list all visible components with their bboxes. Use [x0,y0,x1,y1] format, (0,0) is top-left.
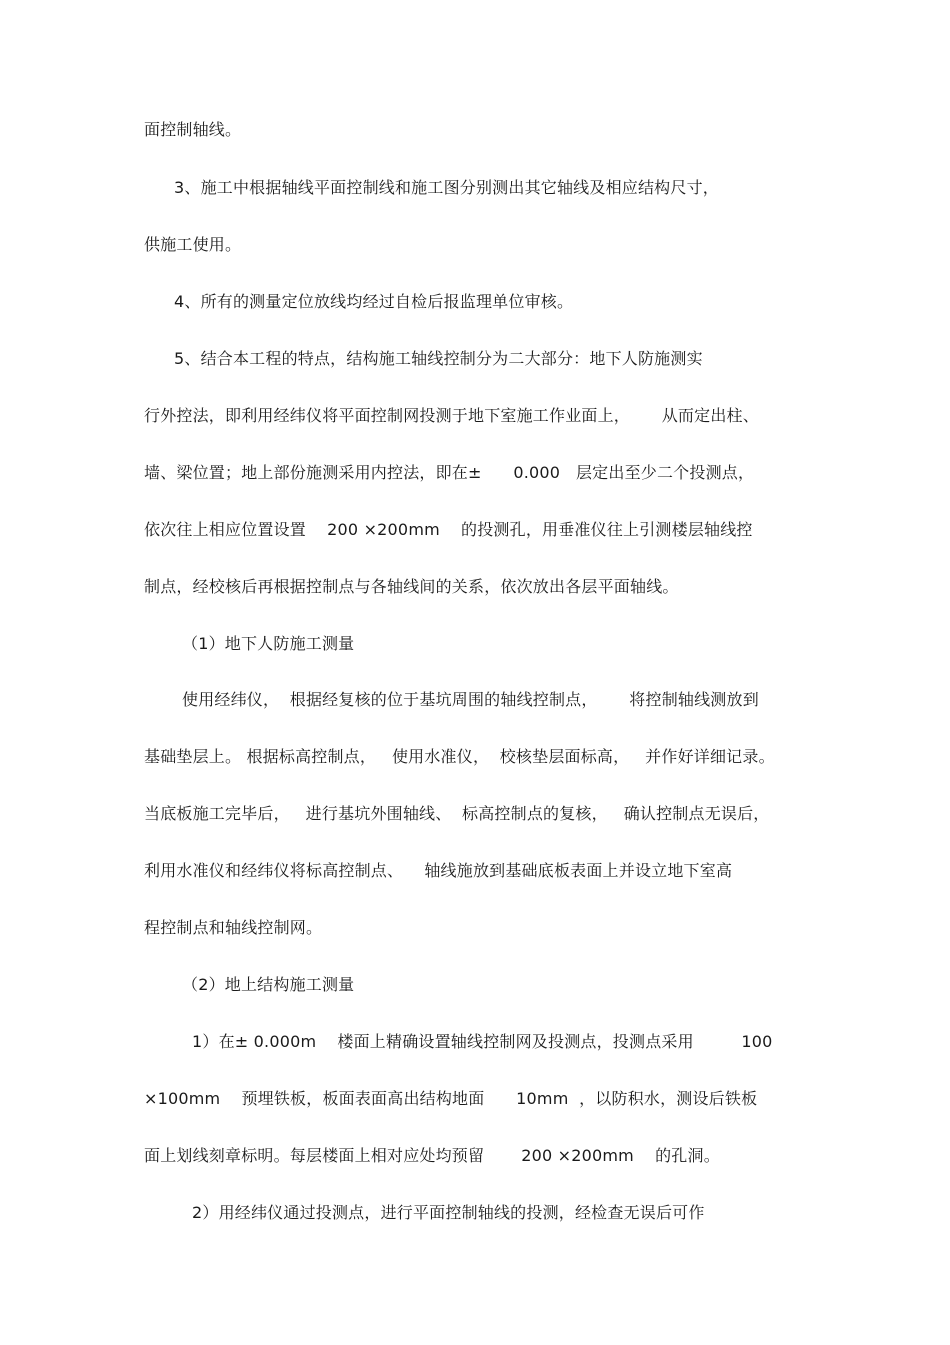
text-line-18: ×100mm 预埋铁板，板面表面高出结构地面 10mm ，以防积水，测设后铁板 [144,1089,758,1108]
text-line-8: 依次往上相应位置设置 200 ×200mm 的投测孔，用垂准仪往上引测楼层轴线控 [144,520,753,539]
text-line-12: 基础垫层上。 根据标高控制点， 使用水准仪， 校核垫层面标高， 并作好详细记录。 [144,747,775,766]
text-line-3: 供施工使用。 [144,235,242,254]
text-line-19: 面上划线刻章标明。每层楼面上相对应处均预留 200 ×200mm 的孔洞。 [144,1146,720,1165]
text-line-17: 1）在± 0.000m 楼面上精确设置轴线控制网及投测点，投测点采用 100 [192,1032,773,1051]
text-line-13: 当底板施工完毕后， 进行基坑外围轴线、 标高控制点的复核， 确认控制点无误后， [144,804,770,823]
text-line-11: 使用经纬仪， 根据经复核的位于基坑周围的轴线控制点， 将控制轴线测放到 [182,690,759,709]
section-heading-2: （2）地上结构施工测量 [182,975,355,994]
text-line-1: 面控制轴线。 [144,120,242,139]
text-line-20: 2）用经纬仪通过投测点，进行平面控制轴线的投测，经检查无误后可作 [192,1203,705,1222]
text-line-9: 制点，经校核后再根据控制点与各轴线间的关系，依次放出各层平面轴线。 [144,577,679,596]
text-line-6: 行外控法，即利用经纬仪将平面控制网投测于地下室施工作业面上， 从而定出柱、 [144,406,759,425]
text-line-15: 程控制点和轴线控制网。 [144,918,323,937]
text-line-7: 墙、梁位置；地上部份施测采用内控法，即在± 0.000 层定出至少二个投测点， [144,463,755,482]
text-line-5: 5、结合本工程的特点，结构施工轴线控制分为二大部分：地下人防施测实 [174,349,703,368]
text-line-2: 3、施工中根据轴线平面控制线和施工图分别测出其它轴线及相应结构尺寸， [174,178,719,197]
section-heading-1: （1）地下人防施工测量 [182,634,355,653]
text-line-14: 利用水准仪和经纬仪将标高控制点、 轴线施放到基础底板表面上并设立地下室高 [144,861,733,880]
text-line-4: 4、所有的测量定位放线均经过自检后报监理单位审核。 [174,292,574,311]
